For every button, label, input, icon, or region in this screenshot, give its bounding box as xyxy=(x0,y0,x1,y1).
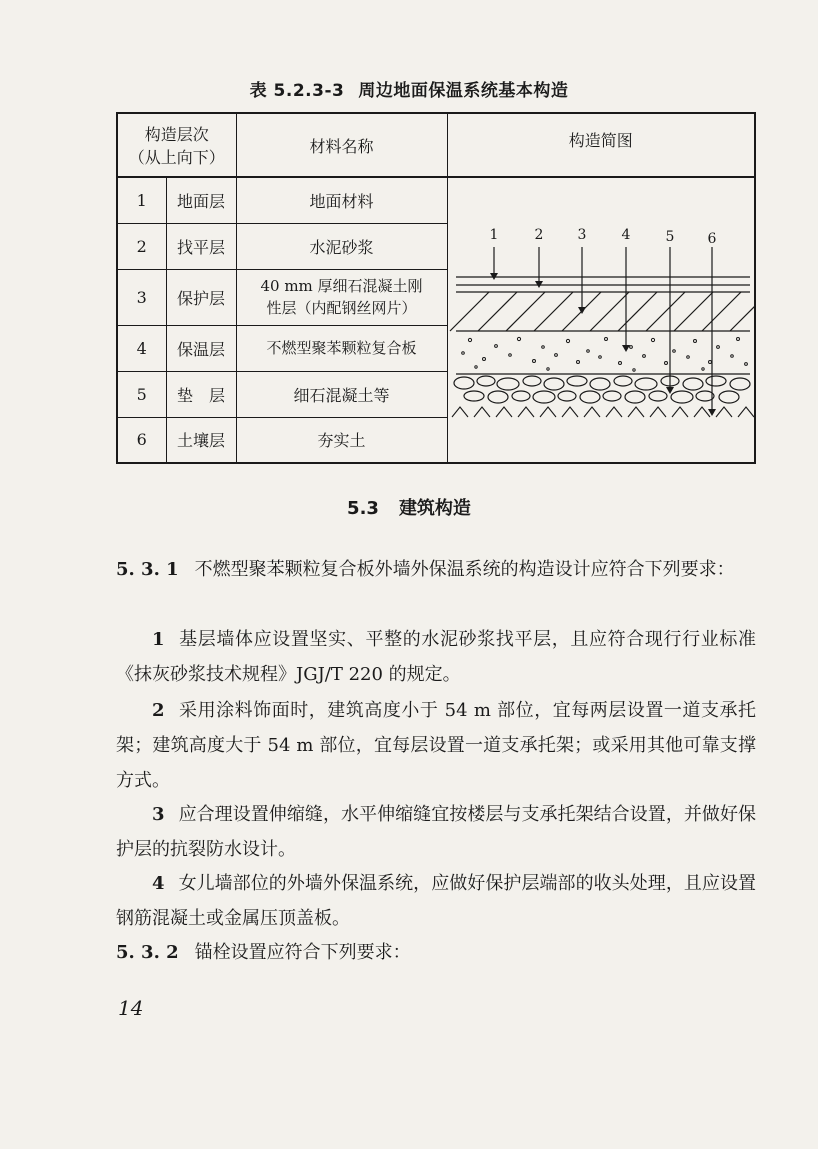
diagram-label-2: 2 xyxy=(534,226,543,243)
header-material: 材料名称 xyxy=(236,113,447,177)
table-row xyxy=(117,177,755,223)
row-material: 夯实土 xyxy=(236,417,447,463)
diagram-label-4: 4 xyxy=(621,226,630,243)
row-layer: 土壤层 xyxy=(166,417,236,463)
clause-item-3 xyxy=(116,797,756,867)
row-number: 2 xyxy=(117,223,166,269)
row-material: 不燃型聚苯颗粒复合板 xyxy=(236,325,447,371)
table-caption xyxy=(0,76,818,101)
item-text: 基层墙体应设置坚实、平整的水泥砂浆找平层，且应符合现行行业标准《抹灰砂浆技术规程》JGJ/T 220 的规定。 xyxy=(116,629,756,685)
construction-diagram xyxy=(448,181,756,460)
clause-item-4 xyxy=(116,866,756,936)
clause-number: 5. 3. 2 xyxy=(116,942,179,963)
row-layer: 保护层 xyxy=(166,269,236,325)
section-number: 5.3 xyxy=(347,498,379,519)
construction-table xyxy=(116,112,756,464)
protective-layer-hatch xyxy=(450,292,756,331)
table-header-row xyxy=(117,113,755,177)
row-number: 4 xyxy=(117,325,166,371)
row-material-line1: 40 mm 厚细石混凝土刚 xyxy=(260,277,423,295)
leader-lines xyxy=(494,247,712,413)
row-number: 3 xyxy=(117,269,166,325)
row-layer: 找平层 xyxy=(166,223,236,269)
item-number: 2 xyxy=(152,700,165,721)
header-layer xyxy=(117,113,236,177)
item-number: 3 xyxy=(152,804,165,825)
item-number: 1 xyxy=(152,629,165,650)
row-material xyxy=(236,269,447,325)
clause-number: 5. 3. 1 xyxy=(116,559,179,580)
table-title: 周边地面保温系统基本构造 xyxy=(358,81,569,101)
row-material: 地面材料 xyxy=(236,177,447,223)
header-layer-line2: （从上向下） xyxy=(128,148,225,167)
table-number: 表 5.2.3-3 xyxy=(249,81,345,101)
diagram-label-3: 3 xyxy=(577,226,586,243)
row-number: 5 xyxy=(117,371,166,417)
section-title: 建筑构造 xyxy=(398,498,471,519)
row-material: 细石混凝土等 xyxy=(236,371,447,417)
construction-diagram-cell xyxy=(447,177,755,463)
clause-5-3-2 xyxy=(116,935,756,970)
diagram-label-6: 6 xyxy=(707,230,716,247)
clause-text: 不燃型聚苯颗粒复合板外墙外保温系统的构造设计应符合下列要求： xyxy=(194,559,735,580)
header-diagram: 构造简图 xyxy=(447,113,755,177)
item-text: 采用涂料饰面时，建筑高度小于 54 m 部位，宜每两层设置一道支承托架；建筑高度大于 54 m 部位，宜每层设置一道支承托架；或采用其他可靠支撑方式。 xyxy=(116,700,756,791)
row-layer: 保温层 xyxy=(166,325,236,371)
clause-item-1 xyxy=(116,622,756,692)
row-number: 6 xyxy=(117,417,166,463)
row-layer: 垫 层 xyxy=(166,371,236,417)
clause-text: 锚栓设置应符合下列要求： xyxy=(194,942,411,963)
item-text: 女儿墙部位的外墙外保温系统，应做好保护层端部的收头处理，且应设置钢筋混凝土或金属压顶盖板。 xyxy=(116,873,756,929)
row-layer: 地面层 xyxy=(166,177,236,223)
clause-item-2 xyxy=(116,693,756,798)
item-number: 4 xyxy=(152,873,165,894)
soil-layer-hatch xyxy=(452,407,754,417)
row-material: 水泥砂浆 xyxy=(236,223,447,269)
insulation-layer-dots xyxy=(461,337,747,371)
section-heading xyxy=(0,494,818,520)
item-text: 应合理设置伸缩缝，水平伸缩缝宜按楼层与支承托架结合设置，并做好保护层的抗裂防水设计。 xyxy=(116,804,756,860)
diagram-label-5: 5 xyxy=(665,228,674,245)
clause-5-3-1 xyxy=(116,552,756,587)
cushion-layer-gravel xyxy=(454,376,750,403)
row-material-line2: 性层（内配钢丝网片） xyxy=(266,299,417,317)
diagram-label-1: 1 xyxy=(489,226,498,243)
header-layer-line1: 构造层次 xyxy=(144,125,209,144)
page-number: 14 xyxy=(118,996,144,1020)
row-number: 1 xyxy=(117,177,166,223)
